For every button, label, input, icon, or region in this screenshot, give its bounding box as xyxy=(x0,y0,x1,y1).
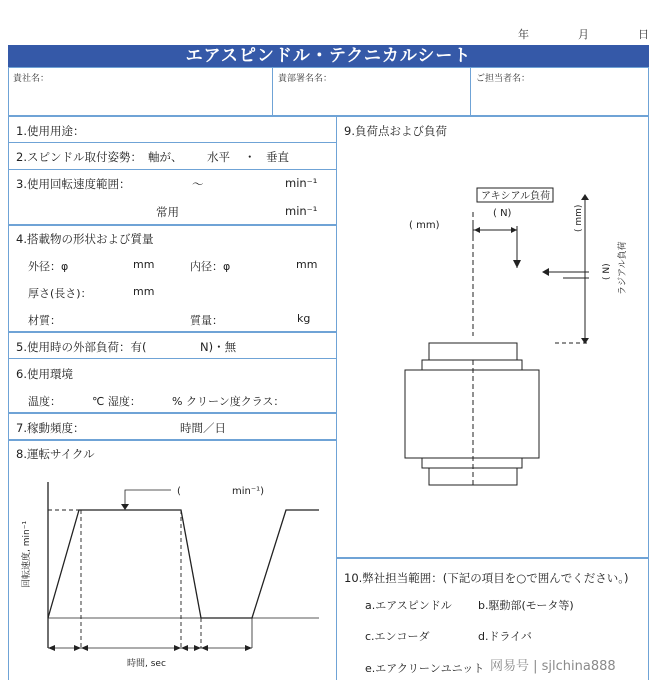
usage-label: 1.使用用途： xyxy=(16,124,85,138)
row-separator xyxy=(8,142,336,143)
row-separator xyxy=(8,224,336,226)
external-load-label: 5.使用時の外部負荷：有( xyxy=(16,340,147,354)
contact-field-label: ご担当者名： xyxy=(476,74,531,84)
option-encoder[interactable]: c.エンコーダ xyxy=(365,630,430,643)
range-tilde: 〜 xyxy=(192,177,204,191)
mm-unit: mm xyxy=(133,258,155,271)
vertical-option[interactable]: 垂直 xyxy=(266,150,289,164)
mounting-posture-label: 2.スピンドル取付姿勢： xyxy=(16,150,142,164)
mass-label: 質量： xyxy=(190,314,223,327)
humidity-label: ℃ 湿度： xyxy=(92,395,141,408)
operation-cycle-label: 8.運転サイクル xyxy=(16,447,95,461)
external-load-unit: N)・無 xyxy=(200,340,237,354)
speed-unit-label: min⁻¹) xyxy=(232,486,265,497)
inner-diameter-label: 内径：φ xyxy=(190,260,231,273)
row-separator xyxy=(8,331,336,333)
axial-load-label: アキシアル負荷 xyxy=(481,191,551,202)
kg-unit: kg xyxy=(297,312,311,325)
row-separator xyxy=(336,557,649,559)
header-divider xyxy=(470,67,471,116)
option-drive-unit[interactable]: b.駆動部(モータ等) xyxy=(478,599,574,612)
operation-frequency-label: 7.稼動頻度： xyxy=(16,421,85,435)
outer-diameter-label: 外径：φ xyxy=(28,260,69,273)
date-day-label: 日 xyxy=(638,28,649,41)
hours-per-day-unit: 時間／日 xyxy=(180,421,226,435)
row-separator xyxy=(8,169,336,170)
department-field-label: 貴部署名名： xyxy=(278,74,333,84)
speed-unit: min⁻¹ xyxy=(285,176,318,190)
radial-distance-value: ( mm) xyxy=(574,204,584,232)
scope-label: 10.弊社担当範囲：(下記の項目を○で囲んでください。) xyxy=(344,571,629,585)
header-divider xyxy=(272,67,273,116)
environment-label: 6.使用環境 xyxy=(16,367,73,381)
time-axis-label: 時間, sec xyxy=(127,659,166,669)
payload-label: 4.搭載物の形状および質量 xyxy=(16,232,154,246)
speed-range-label: 3.使用回転速度範囲： xyxy=(16,177,131,191)
load-diagram xyxy=(337,140,648,556)
speed-arrow-icon xyxy=(121,504,129,510)
speed-unit: min⁻¹ xyxy=(285,204,318,218)
mm-unit: mm xyxy=(296,258,318,271)
temperature-label: 温度： xyxy=(28,395,61,408)
speed-axis-label: 回転速度, min⁻¹ xyxy=(22,520,32,588)
thickness-label: 厚さ(長さ)： xyxy=(28,287,92,300)
operation-cycle-diagram xyxy=(9,462,335,680)
option-separator: ・ xyxy=(244,150,256,164)
row-separator xyxy=(8,412,336,414)
cleanliness-label: % クリーン度クラス： xyxy=(172,395,285,408)
spindle-top-cap xyxy=(429,343,517,360)
material-label: 材質： xyxy=(28,314,61,327)
watermark: 网易号 | sjlchina888 xyxy=(490,659,616,674)
date-month-label: 月 xyxy=(578,28,589,41)
normal-speed-label: 常用 xyxy=(156,205,179,219)
speed-profile-line xyxy=(48,510,319,618)
load-point-label: 9.負荷点および負荷 xyxy=(344,124,447,138)
axial-distance-value: ( mm) xyxy=(409,220,440,231)
mounting-axis-text: 軸が、 xyxy=(148,150,183,164)
spindle-body xyxy=(405,370,539,458)
option-air-clean-unit[interactable]: e.エアクリーンユニット xyxy=(365,662,485,675)
axial-arrow-icon xyxy=(513,260,521,268)
mm-unit: mm xyxy=(133,285,155,298)
company-field-label: 貴社名： xyxy=(13,74,50,84)
sheet-title: エアスピンドル・テクニカルシート xyxy=(8,45,649,67)
date-year-label: 年 xyxy=(518,28,529,41)
row-separator xyxy=(8,439,336,441)
option-air-spindle[interactable]: a.エアスピンドル xyxy=(365,599,452,612)
radial-load-value: ( N) xyxy=(602,263,612,280)
radial-load-label: ラジアル負荷 xyxy=(618,241,628,295)
axial-load-value: ( N) xyxy=(493,208,512,219)
option-driver[interactable]: d.ドライバ xyxy=(478,630,532,643)
speed-open-bracket: ( xyxy=(177,486,181,497)
row-separator xyxy=(8,358,336,359)
horizontal-option[interactable]: 水平 xyxy=(207,150,230,164)
